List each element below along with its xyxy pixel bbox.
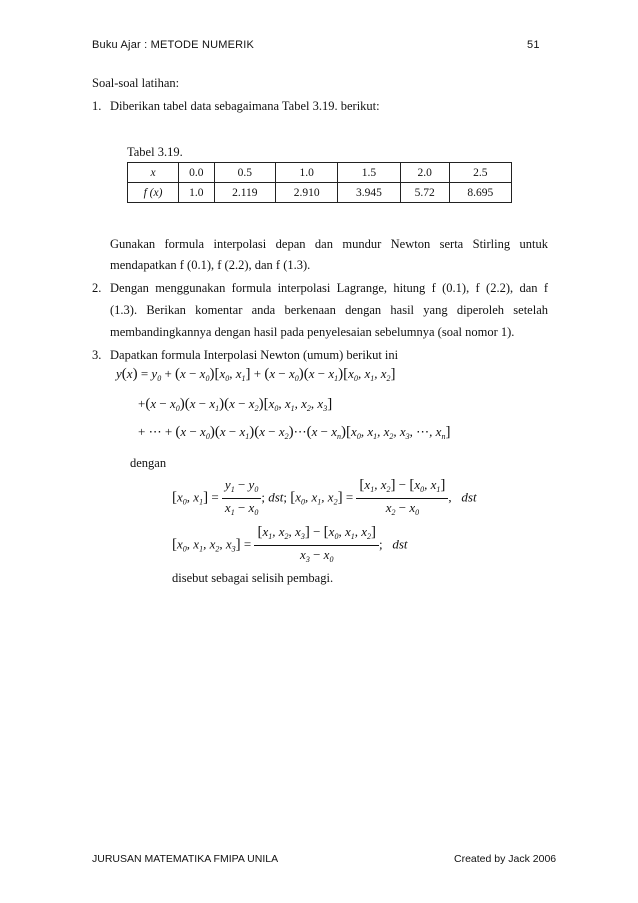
item-3-text: Dapatkan formula Interpolasi Newton (umum) berikut ini — [110, 348, 399, 362]
table-cell: 2.910 — [276, 183, 338, 203]
table-cell: 0.0 — [179, 163, 215, 183]
item-1-question-line2: mendapatkan f (0.1), f (2.2), dan f (1.3). — [110, 258, 311, 272]
item-2-line3: membandingkannya dengan hasil pada penyelesaian sebelumnya (soal nomor 1). — [110, 325, 515, 339]
newton-formula-line2: $+(x - x_0)(x - x_1)(x - x_2)[x_0$, $x_1$, $x_2$, $x_3$] — [138, 396, 333, 413]
row-header-fx: f (x) — [128, 183, 179, 203]
dst-label: dst — [392, 536, 408, 552]
table-cell: 1.0 — [276, 163, 338, 183]
item-2-number: 2. — [92, 281, 102, 295]
header-title: Buku Ajar : METODE NUMERIK — [92, 39, 255, 51]
item-1-text: Diberikan tabel data sebagaimana Tabel 3.19. berikut: — [110, 99, 380, 113]
footer-left: JURUSAN MATEMATIKA FMIPA UNILA — [92, 853, 279, 865]
table-cell: 1.5 — [338, 163, 400, 183]
table-caption: Tabel 3.19. — [127, 145, 183, 159]
divided-difference-line2: [$x_0$, $x_1$, $x_2$, $x_3$] = $\frac{[x_1, x_2, x_3] - [x_0, x_1, x_2]}{x_3 - x_0}$ ; dst — [172, 524, 408, 564]
newton-formula-line3: + ⋯ + $(x - x_0)(x - x_1)(x$ − $x_2)\cdots(x - x_n)[x_0$, $x_1$, $x_2$, $x_3$, ⋯, $x_n$] — [138, 424, 451, 441]
table-cell: 8.695 — [449, 183, 511, 203]
item-1-question-line1: Gunakan formula interpolasi depan dan mundur Newton serta Stirling untuk — [110, 237, 548, 251]
item-2-line1: Dengan menggunakan formula interpolasi Lagrange, hitung f (0.1), f (2.2), dan f — [110, 281, 548, 295]
table-row-fx — [128, 183, 512, 203]
item-1-number: 1. — [92, 99, 102, 113]
running-header — [92, 39, 254, 51]
item-2-line2: (1.3). Berikan komentar anda berkenaan dengan hasil yang diperoleh setelah — [110, 303, 548, 317]
data-table — [127, 162, 512, 203]
dst-label: dst — [268, 489, 284, 505]
table-cell: 0.5 — [214, 163, 275, 183]
section-title: Soal-soal latihan: — [92, 76, 180, 90]
table-cell: 1.0 — [179, 183, 215, 203]
dst-label: dst — [461, 489, 477, 505]
divided-difference-line1: [$x_0$, $x_1$] = $\frac{y_1 - y_0}{x_1 - x_0}$ ; dst; [$x_0$, $x_1$, $x_2$] = $\frac{[x_1, x_2] - [x_0, x_1]}{x_2 - x_0}$ , dst — [172, 477, 477, 517]
footer-right: Created by Jack 2006 — [454, 853, 557, 865]
page-number: 51 — [527, 39, 540, 51]
closing-text: disebut sebagai selisih pembagi. — [172, 571, 334, 585]
table-cell: 3.945 — [338, 183, 400, 203]
table-cell: 2.0 — [400, 163, 449, 183]
table-cell: 2.5 — [449, 163, 511, 183]
newton-formula-line1: $y(x) = y_0 + (x - x_0)[x_0$, $x_1] + (x - x_0)(x - x_1)[x_0$, $x_1$, $x_2$] — [116, 366, 396, 383]
table-cell: 2.119 — [214, 183, 275, 203]
table-cell: 5.72 — [400, 183, 449, 203]
table-row-x — [128, 163, 512, 183]
item-3-number: 3. — [92, 348, 102, 362]
with-label: dengan — [130, 456, 167, 470]
row-header-x: x — [128, 163, 179, 183]
